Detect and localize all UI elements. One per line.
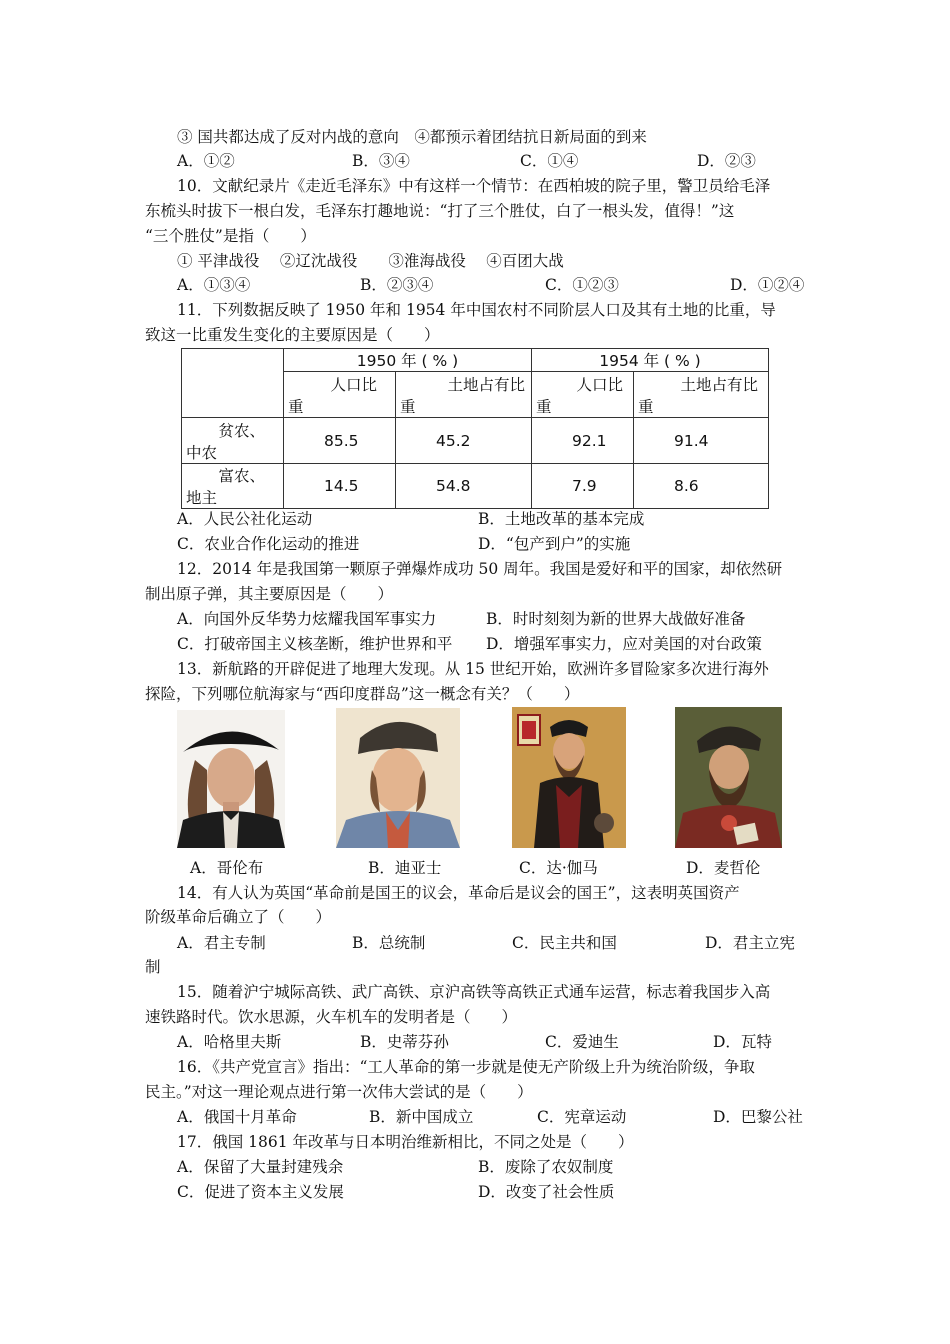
q9-option-a: A．①② [177, 152, 235, 170]
subheader-text-b: 重 [400, 397, 416, 416]
q11-option-b: B．土地改革的基本完成 [478, 510, 645, 528]
q13-option-c: C．达·伽马 [519, 859, 598, 877]
q15-option-d: D．瓦特 [713, 1033, 772, 1051]
table-cell: 92.1 [532, 418, 634, 464]
q10-option-c: C．①②③ [545, 276, 619, 294]
table-subheader-population-1954 [532, 372, 634, 418]
q14-stem-line2: 阶级革命后确立了（ ） [145, 908, 332, 926]
q12-option-c: C．打破帝国主义核垄断，维护世界和平 [177, 635, 453, 653]
dias-portrait-image [336, 708, 460, 848]
q11-option-c: C．农业合作化运动的推进 [177, 535, 360, 553]
q17-option-b: B．废除了农奴制度 [478, 1158, 614, 1176]
row-label-rich-landlord [182, 464, 284, 509]
q12-stem-line1: 12．2014 年是我国第一颗原子弹爆炸成功 50 周年。我国是爱好和平的国家，却依然研 [177, 560, 783, 578]
subheader-text-a: 人口比 [576, 375, 623, 394]
q14-option-d: D．君主立宪 [705, 934, 795, 952]
table-subheader-population-1950 [284, 372, 396, 418]
q11-option-d: D．“包产到户”的实施 [478, 535, 631, 553]
row-label-poor-middle [182, 418, 284, 464]
table-header-1954: 1954 年 ( % ) [532, 349, 769, 372]
table-row-rich-peasants-landlords [182, 464, 769, 509]
q13-option-d: D．麦哲伦 [686, 859, 761, 877]
q10-stem-line1: 10．文献纪录片《走近毛泽东》中有这样一个情节：在西柏坡的院子里，警卫员给毛泽 [177, 177, 771, 195]
q10-option-d: D．①②④ [730, 276, 805, 294]
row-label-line2: 地主 [186, 489, 218, 507]
q16-option-a: A．俄国十月革命 [177, 1108, 297, 1126]
table-cell: 8.6 [634, 464, 769, 509]
q10-items: ① 平津战役 ②辽沈战役 ③淮海战役 ④百团大战 [177, 252, 564, 270]
q16-option-c: C．宪章运动 [537, 1108, 627, 1126]
table-cell: 91.4 [634, 418, 769, 464]
q11-stem-line1: 11．下列数据反映了 1950 年和 1954 年中国农村不同阶层人口及其有土地的比重，导 [177, 301, 776, 319]
q13-stem-line2: 探险，下列哪位航海家与“西印度群岛”这一概念有关？（ ） [145, 685, 580, 703]
magellan-portrait-image [675, 707, 782, 848]
table-subheader-land-1954 [634, 372, 769, 418]
q9-option-b: B．③④ [352, 152, 410, 170]
da-gama-portrait-image [512, 707, 626, 848]
q15-option-b: B．史蒂芬孙 [360, 1033, 449, 1051]
q13-option-a: A．哥伦布 [190, 859, 264, 877]
q14-stem-line1: 14．有人认为英国“革命前是国王的议会，革命后是议会的国王”，这表明英国资产 [177, 884, 740, 902]
q14-option-d-wrap: 制 [145, 958, 161, 976]
table-cell: 7.9 [532, 464, 634, 509]
table-cell: 45.2 [396, 418, 532, 464]
land-data-table [181, 348, 769, 509]
q10-stem-line3: “三个胜仗”是指（ ） [145, 227, 316, 245]
q13-stem-line1: 13．新航路的开辟促进了地理大发现。从 15 世纪开始，欧洲许多冒险家多次进行海外 [177, 660, 769, 678]
q13-option-b: B．迪亚士 [368, 859, 442, 877]
q12-stem-line2: 制出原子弹，其主要原因是（ ） [145, 585, 394, 603]
q16-stem-line2: 民主。”对这一理论观点进行第一次伟大尝试的是（ ） [145, 1083, 533, 1101]
subheader-text-b: 重 [536, 397, 552, 416]
q16-stem-line1: 16．《共产党宣言》指出：“工人革命的第一步就是使无产阶级上升为统治阶级，争取 [177, 1058, 755, 1076]
q9-statement-3-4: ③ 国共都达成了反对内战的意向 ④都预示着团结抗日新局面的到来 [177, 128, 647, 146]
table-row-poor-middle-peasants [182, 418, 769, 464]
q15-stem-line1: 15．随着沪宁城际高铁、武广高铁、京沪高铁等高铁正式通车运营，标志着我国步入高 [177, 983, 771, 1001]
q17-option-a: A．保留了大量封建残余 [177, 1158, 344, 1176]
table-subheader-land-1950 [396, 372, 532, 418]
subheader-text-a: 土地占有比 [447, 375, 525, 394]
subheader-text-a: 土地占有比 [680, 375, 758, 394]
q16-option-b: B．新中国成立 [369, 1108, 474, 1126]
q17-option-c: C．促进了资本主义发展 [177, 1183, 344, 1201]
row-label-line1: 贫农、 [218, 421, 265, 440]
q15-option-c: C．爱迪生 [545, 1033, 619, 1051]
subheader-text-b: 重 [288, 397, 304, 416]
table-cell: 54.8 [396, 464, 532, 509]
q14-option-c: C．民主共和国 [512, 934, 617, 952]
subheader-text-b: 重 [638, 397, 654, 416]
table-corner-cell [182, 349, 284, 418]
q11-stem-line2: 致这一比重发生变化的主要原因是（ ） [145, 326, 440, 344]
table-cell: 85.5 [284, 418, 396, 464]
q12-option-a: A．向国外反华势力炫耀我国军事实力 [177, 610, 437, 628]
q10-option-a: A．①③④ [177, 276, 251, 294]
q12-option-d: D．增强军事实力，应对美国的对台政策 [486, 635, 762, 653]
q9-option-c: C．①④ [520, 152, 579, 170]
subheader-text-a: 人口比 [330, 375, 377, 394]
q12-option-b: B．时时刻刻为新的世界大战做好准备 [486, 610, 746, 628]
table-cell: 14.5 [284, 464, 396, 509]
q16-option-d: D．巴黎公社 [713, 1108, 803, 1126]
q9-option-d: D．②③ [697, 152, 756, 170]
q14-option-b: B．总统制 [352, 934, 426, 952]
q15-stem-line2: 速铁路时代。饮水思源，火车机车的发明者是（ ） [145, 1008, 518, 1026]
table-header-1950: 1950 年 ( % ) [284, 349, 532, 372]
row-label-line2: 中农 [186, 443, 218, 462]
q11-option-a: A．人民公社化运动 [177, 510, 313, 528]
q10-option-b: B．②③④ [360, 276, 434, 294]
q17-stem: 17．俄国 1861 年改革与日本明治维新相比，不同之处是（ ） [177, 1133, 634, 1151]
q14-option-a: A．君主专制 [177, 934, 266, 952]
q17-option-d: D．改变了社会性质 [478, 1183, 615, 1201]
q15-option-a: A．哈格里夫斯 [177, 1033, 282, 1051]
row-label-line1: 富农、 [218, 467, 265, 485]
q10-stem-line2: 东梳头时拔下一根白发，毛泽东打趣地说：“打了三个胜仗，白了一根头发，值得！”这 [145, 202, 735, 220]
columbus-portrait-image [177, 710, 285, 848]
